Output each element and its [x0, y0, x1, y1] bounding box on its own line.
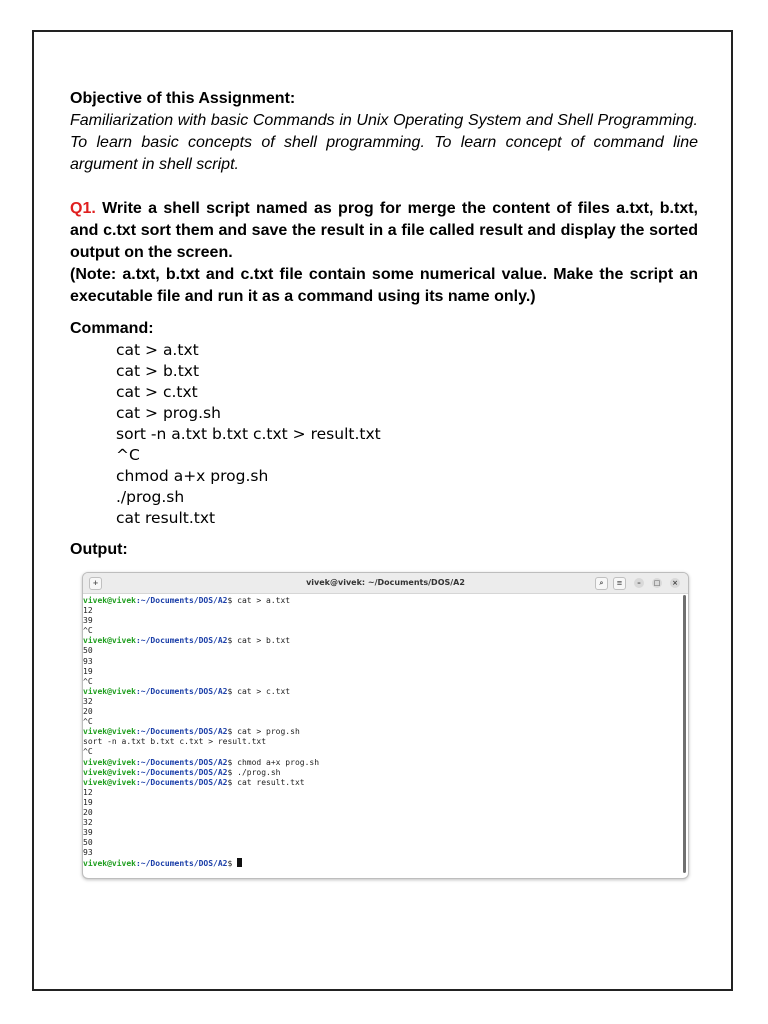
terminal-output-line: 39: [83, 616, 93, 626]
command-line: cat > prog.sh: [116, 404, 221, 422]
close-icon: ×: [670, 578, 680, 588]
prompt-command: cat > b.txt: [237, 636, 291, 646]
prompt-user: vivek@vivek: [83, 596, 136, 605]
prompt-user: vivek@vivek: [83, 777, 136, 787]
terminal-screenshot: [82, 572, 689, 879]
prompt-user: vivek@vivek: [83, 636, 136, 646]
question-note: (Note: a.txt, b.txt and c.txt file contain some numerical value. Make the script an executable file and run it as a command using its name only.): [70, 266, 698, 305]
terminal-output-line: ^C: [83, 747, 93, 757]
terminal-output-line: 39: [83, 828, 93, 838]
prompt-path: :~/Documents/DOS/A2: [135, 727, 228, 737]
command-line: ^C: [116, 446, 140, 464]
command-line: ./prog.sh: [116, 488, 185, 506]
new-tab-icon: +: [89, 577, 102, 590]
prompt-path: :~/Documents/DOS/A2: [135, 767, 228, 777]
terminal-prompt-line: [83, 727, 680, 737]
prompt-command: cat > a.txt: [237, 596, 291, 605]
command-line: cat result.txt: [116, 509, 216, 527]
terminal-output-line: 93: [83, 848, 93, 858]
command-line: sort -n a.txt b.txt c.txt > result.txt: [116, 425, 381, 443]
command-line: chmod a+x prog.sh: [116, 467, 269, 485]
document-content: [70, 88, 698, 561]
terminal-prompt-line: [83, 636, 680, 646]
terminal-output-line: 32: [83, 818, 93, 828]
terminal-prompt-line: [83, 768, 680, 778]
output-heading: Output:: [70, 541, 128, 558]
search-icon: ⌕: [595, 577, 608, 590]
terminal-output-line: ^C: [83, 676, 93, 686]
terminal-prompt-line: [83, 687, 680, 697]
terminal-cursor: [237, 858, 242, 867]
command-line: cat > c.txt: [116, 383, 198, 401]
terminal-output-line: 19: [83, 797, 93, 807]
terminal-output-line: 93: [83, 656, 93, 666]
prompt-symbol: $: [227, 859, 238, 869]
prompt-path: :~/Documents/DOS/A2: [135, 596, 228, 605]
terminal-prompt-line: [83, 858, 680, 868]
terminal-prompt-line: [83, 596, 680, 606]
prompt-path: :~/Documents/DOS/A2: [135, 757, 228, 767]
prompt-command: ./prog.sh: [237, 767, 281, 777]
prompt-symbol: $: [227, 686, 238, 696]
prompt-symbol: $: [227, 636, 238, 646]
minimize-icon: –: [634, 578, 644, 588]
prompt-user: vivek@vivek: [83, 859, 136, 869]
prompt-path: :~/Documents/DOS/A2: [135, 636, 228, 646]
terminal-output-line: 12: [83, 787, 93, 797]
question-number: Q1.: [70, 200, 96, 217]
prompt-user: vivek@vivek: [83, 757, 136, 767]
terminal-output-line: 32: [83, 696, 93, 706]
prompt-command: cat > prog.sh: [237, 727, 300, 737]
objective-heading: Objective of this Assignment:: [70, 90, 296, 107]
terminal-prompt-line: [83, 758, 680, 768]
terminal-output-line: ^C: [83, 626, 93, 636]
objective-text: Familiarization with basic Commands in Unix Operating System and Shell Programming. To learn basic concepts of shell programming. To learn concept of command line argument in shell script.: [70, 112, 698, 173]
terminal-titlebar: [83, 573, 688, 594]
terminal-output-line: 50: [83, 838, 93, 848]
terminal-output-line: 20: [83, 707, 93, 717]
menu-icon: ≡: [613, 577, 626, 590]
terminal-output-line: 20: [83, 807, 93, 817]
prompt-user: vivek@vivek: [83, 686, 136, 696]
command-line: cat > a.txt: [116, 341, 199, 359]
prompt-user: vivek@vivek: [83, 767, 136, 777]
prompt-command: chmod a+x prog.sh: [237, 757, 320, 767]
maximize-icon: □: [653, 579, 661, 587]
terminal-output-line: ^C: [83, 717, 93, 727]
prompt-symbol: $: [227, 767, 238, 777]
command-line: cat > b.txt: [116, 362, 200, 380]
prompt-symbol: $: [227, 777, 238, 787]
terminal-output-line: 12: [83, 606, 93, 616]
terminal-output-line: 50: [83, 646, 93, 656]
prompt-user: vivek@vivek: [83, 727, 136, 737]
prompt-path: :~/Documents/DOS/A2: [135, 859, 228, 869]
prompt-command: cat result.txt: [237, 777, 305, 787]
question-text: Write a shell script named as prog for merge the content of files a.txt, b.txt, and c.txt sort them and save the result in a file called result and display the sorted output on the screen.: [70, 200, 698, 261]
command-list: [116, 340, 698, 529]
terminal-output: [83, 594, 680, 878]
prompt-path: :~/Documents/DOS/A2: [135, 686, 228, 696]
prompt-command: cat > c.txt: [237, 686, 291, 696]
terminal-title: vivek@vivek: ~/Documents/DOS/A2: [306, 578, 465, 587]
terminal-prompt-line: [83, 778, 680, 788]
terminal-output-line: sort -n a.txt b.txt c.txt > result.txt: [83, 737, 267, 747]
prompt-symbol: $: [227, 757, 238, 767]
question-q1: [70, 198, 698, 264]
terminal-output-line: 19: [83, 666, 93, 676]
prompt-path: :~/Documents/DOS/A2: [135, 777, 228, 787]
prompt-symbol: $: [227, 727, 238, 737]
command-heading: Command:: [70, 320, 154, 337]
prompt-symbol: $: [227, 596, 238, 605]
terminal-scrollbar: [683, 595, 686, 873]
